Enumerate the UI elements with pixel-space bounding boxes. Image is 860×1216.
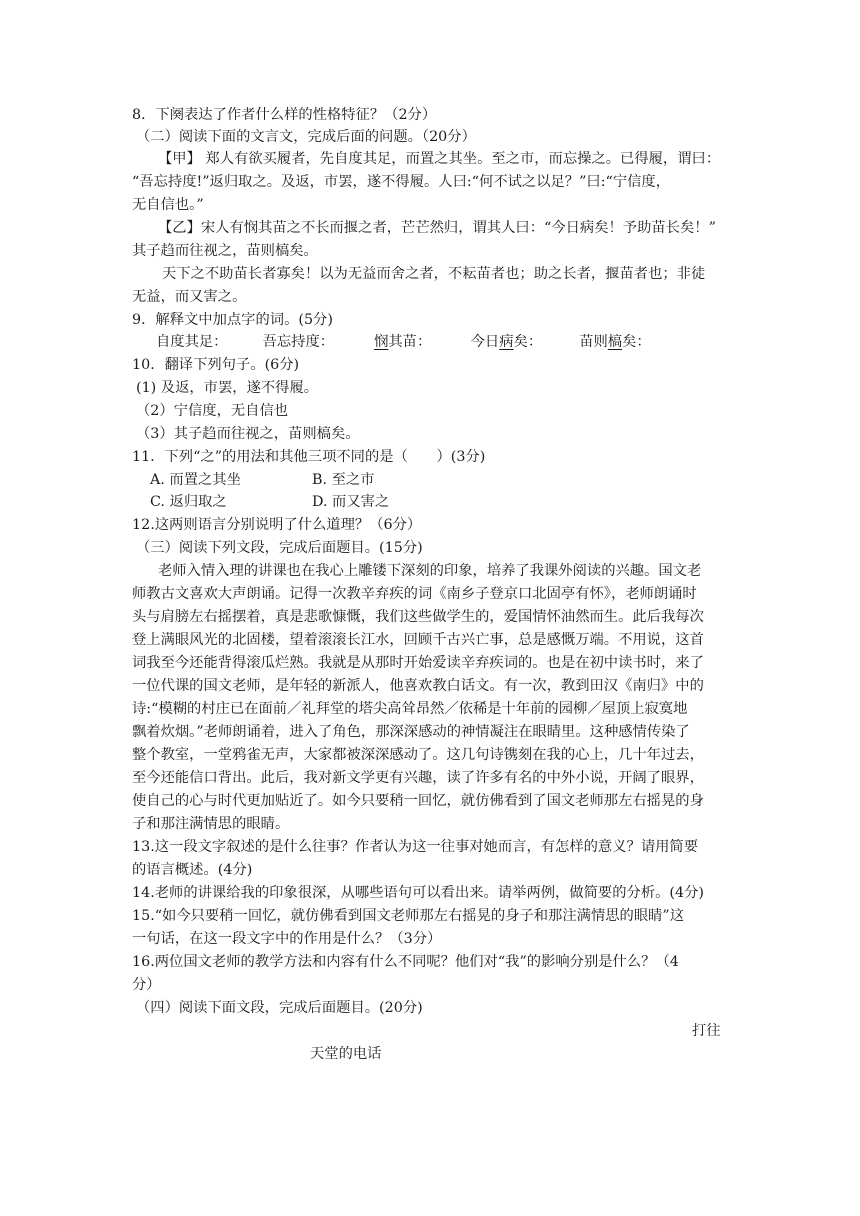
- option-a: A. 而置之其坐: [150, 472, 241, 488]
- story-title-part1: 打往: [692, 1023, 721, 1039]
- passage-3-line: 使自己的心与时代更加贴近了。如今只要稍一回忆，就仿佛看到了国文老师那左右摇晃的身: [132, 793, 704, 809]
- question-10-item: （3）其子趋而往视之，苗则槁矣。: [136, 426, 360, 442]
- option-d: D. 而又害之: [312, 494, 390, 510]
- question-16-cont: 分）: [132, 977, 161, 993]
- option-c: C. 返归取之: [150, 494, 227, 510]
- passage-3-line: 至今还能信口背出。此后，我对新文学更有兴趣，读了许多有名的中外小说，开阔了眼界，: [132, 770, 704, 786]
- question-13-cont: 的语言概述。(4分): [132, 862, 253, 878]
- question-10: 10．翻译下列句子。(6分): [132, 357, 300, 373]
- question-16: 16.两位国文老师的教学方法和内容有什么不同呢？他们对“我”的影响分别是什么？（4: [132, 954, 679, 970]
- passage-3-line: 词我至今还能背得滚瓜烂熟。我就是从那时开始爱读辛弃疾词的。也是在初中读书时，来了: [132, 655, 704, 671]
- vocab-item: 自度其足：: [156, 334, 228, 350]
- vocab-item: 今日病矣：: [470, 334, 543, 350]
- question-15: 15.“如今只要稍一回忆，就仿佛看到国文老师那左右摇晃的身子和那注满情思的眼睛”这: [132, 908, 685, 924]
- question-10-item: (1) 及返，市罢，遂不得履。: [136, 380, 319, 396]
- passage-jia-line: 无自信也。”: [132, 197, 204, 213]
- passage-jia-line: 【甲】 郑人有欲买履者，先自度其足，而置之其坐。至之市，而忘操之。已得履，谓曰：: [158, 151, 721, 167]
- question-14: 14.老师的讲课给我的印象很深，从哪些语句可以看出来。请举两例，做简要的分析。(4分): [132, 885, 704, 901]
- passage-3-line: 诗:“模糊的村庄已在面前／礼拜堂的塔尖高耸昂然／依稀是十年前的园柳／屋顶上寂寞地: [132, 701, 688, 717]
- passage-3-line: 师教古文喜欢大声朗诵。记得一次教辛弃疾的词《南乡子登京口北固亭有怀》，老师朗诵时: [132, 586, 697, 602]
- question-10-item: （2）宁信度，无自信也: [136, 403, 289, 419]
- passage-yi-line: 【乙】宋人有悯其苗之不长而揠之者，芒芒然归，谓其人曰：“今日病矣！予助苗长矣！”: [158, 220, 716, 236]
- passage-3-line: 老师入情入理的讲课也在我心上雕镂下深刻的印象，培养了我课外阅读的兴趣。国文老: [158, 563, 702, 579]
- passage-comment-line: 无益，而又害之。: [132, 289, 247, 305]
- passage-3-line: 子和那注满情思的眼睛。: [132, 816, 290, 832]
- question-9: 9．解释文中加点字的词。(5分): [132, 312, 333, 328]
- vocab-item: 吾忘持度：: [262, 334, 335, 350]
- question-15-cont: 一句话，在这一段文字中的作用是什么？（3分）: [132, 931, 442, 947]
- section-3-title: （三）阅读下列文段，完成后面题目。(15分): [136, 540, 423, 556]
- passage-3-line: 头与肩膀左右摇摆着，真是悲歌慷慨，我们这些做学生的，爱国情怀油然而生。此后我每次: [132, 609, 704, 625]
- question-9-items: [156, 331, 651, 353]
- passage-3-line: 一位代课的国文老师，是年轻的新派人，他喜欢教白话文。有一次，教到田汉《南归》中的: [132, 678, 704, 694]
- story-title-part2: 天堂的电话: [310, 1046, 382, 1062]
- vocab-item: 苗则槁矣：: [579, 334, 651, 350]
- passage-3-line: 整个教室，一堂鸦雀无声，大家都被深深感动了。这几句诗镌刻在我的心上，几十年过去，: [132, 747, 704, 763]
- passage-3-line: 飘着炊烟。”老师朗诵着，进入了角色，那深深感动的神情凝注在眼睛里。这种感情传染了: [132, 724, 690, 740]
- section-2-title: （二）阅读下面的文言文，完成后面的问题。（20分）: [136, 129, 476, 145]
- vocab-item: 悯其苗：: [374, 334, 432, 350]
- question-8: 8．下阕表达了作者什么样的性格特征？（2分）: [132, 107, 437, 123]
- question-11: 11．下列“之”的用法和其他三项不同的是（ ）(3分): [132, 449, 486, 465]
- passage-3-line: 登上满眼风光的北固楼，望着滚滚长江水，回顾千古兴亡事，总是感慨万端。不用说，这首: [132, 632, 704, 648]
- option-b: B. 至之市: [312, 472, 375, 488]
- section-4-title: （四）阅读下面文段，完成后面题目。(20分): [136, 1000, 423, 1016]
- passage-jia-line: “吾忘持度!”返归取之。及返，市罢，遂不得履。人曰:“何不试之以足？”曰:“宁信度，: [132, 174, 671, 190]
- passage-yi-line: 其子趋而往视之，苗则槁矣。: [132, 243, 318, 259]
- question-13: 13.这一段文字叙述的是什么往事？作者认为这一往事对她而言，有怎样的意义？请用简要: [132, 839, 699, 855]
- question-12: 12.这两则语言分别说明了什么道理？（6分）: [132, 517, 422, 533]
- passage-comment-line: 天下之不助苗长者寡矣！以为无益而舍之者，不耘苗者也；助之长者，揠苗者也；非徒: [162, 266, 706, 282]
